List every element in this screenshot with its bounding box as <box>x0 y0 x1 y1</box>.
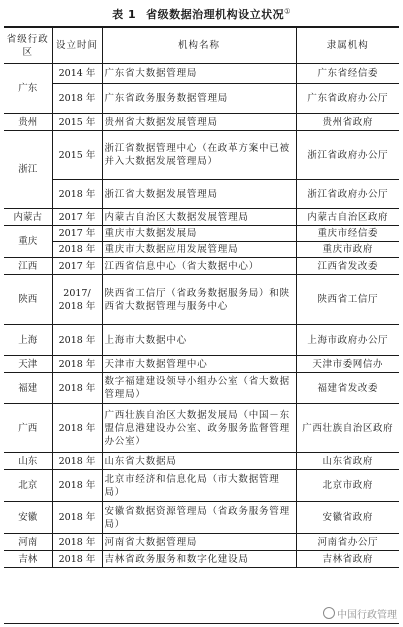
table-row <box>4 275 399 325</box>
footnote-mark: ① <box>284 7 291 16</box>
table-header-row <box>4 28 399 64</box>
table-bottom-rule <box>4 623 399 624</box>
cell-parent-org: 浙江省政府办公厅 <box>296 180 399 209</box>
cell-year: 2018 年 <box>52 242 102 258</box>
cell-year: 2018 年 <box>52 404 102 453</box>
cell-province: 广西 <box>4 404 52 453</box>
cell-org-name: 浙江省数据管理中心（在政革方案中已被并入大数据发展管理局） <box>102 131 296 180</box>
cell-parent-org: 浙江省政府办公厅 <box>296 131 399 180</box>
table-row <box>4 84 399 114</box>
cell-org-name: 陕西省工信厅（省政务数据服务局）和陕西省大数据管理与服务中心 <box>102 275 296 325</box>
cell-province: 山东 <box>4 453 52 470</box>
cell-province: 贵州 <box>4 114 52 131</box>
table-title: 省级数据治理机构设立状况 <box>146 8 285 21</box>
cell-province: 北京 <box>4 470 52 502</box>
cell-org-name: 山东省大数据局 <box>102 453 296 470</box>
cell-org-name: 河南省大数据管理局 <box>102 534 296 551</box>
cell-year: 2014 年 <box>52 64 102 84</box>
cell-year: 2018 年 <box>52 356 102 373</box>
table-row <box>4 258 399 275</box>
cell-parent-org: 安徽省政府 <box>296 502 399 534</box>
cell-year: 2015 年 <box>52 131 102 180</box>
cell-parent-org: 陕西省工信厅 <box>296 275 399 325</box>
cell-parent-org: 重庆市经信委 <box>296 226 399 242</box>
cell-province: 广东 <box>4 64 52 114</box>
cell-parent-org: 广东省经信委 <box>296 64 399 84</box>
cell-province: 安徽 <box>4 502 52 534</box>
table-row <box>4 180 399 209</box>
table-row <box>4 356 399 373</box>
cell-year: 2017/ 2018 年 <box>52 275 102 325</box>
cell-org-name: 贵州省大数据发展管理局 <box>102 114 296 131</box>
cell-parent-org: 广西壮族自治区政府 <box>296 404 399 453</box>
table-row <box>4 470 399 502</box>
cell-year: 2018 年 <box>52 84 102 114</box>
cell-parent-org: 江西省发改委 <box>296 258 399 275</box>
cell-year: 2018 年 <box>52 470 102 502</box>
cell-org-name: 安徽省数据资源管理局（省政务服务管理局） <box>102 502 296 534</box>
cell-org-name: 重庆市大数据应用发展管理局 <box>102 242 296 258</box>
cell-org-name: 北京市经济和信息化局（市大数据管理局） <box>102 470 296 502</box>
cell-province: 重庆 <box>4 226 52 258</box>
cell-year: 2018 年 <box>52 551 102 568</box>
table-row <box>4 373 399 404</box>
cell-parent-org: 内蒙古自治区政府 <box>296 209 399 226</box>
table-row <box>4 534 399 551</box>
cell-year: 2018 年 <box>52 534 102 551</box>
cell-province: 内蒙古 <box>4 209 52 226</box>
cell-parent-org: 贵州省政府 <box>296 114 399 131</box>
table-number: 表 1 <box>112 8 137 21</box>
table-row <box>4 551 399 568</box>
cell-parent-org: 广东省政府办公厅 <box>296 84 399 114</box>
cell-year: 2018 年 <box>52 373 102 404</box>
data-governance-table <box>4 27 399 568</box>
cell-year: 2018 年 <box>52 180 102 209</box>
table-row <box>4 114 399 131</box>
cell-parent-org: 重庆市政府 <box>296 242 399 258</box>
table-caption <box>0 6 403 22</box>
table-row <box>4 242 399 258</box>
cell-org-name: 浙江省大数据发展管理局 <box>102 180 296 209</box>
cell-org-name: 上海市大数据中心 <box>102 325 296 356</box>
header-province: 省级行政区 <box>4 28 52 64</box>
cell-org-name: 广东省政务服务数据管理局 <box>102 84 296 114</box>
cell-org-name: 内蒙古自治区大数据发展管理局 <box>102 209 296 226</box>
watermark-text: 中国行政管理 <box>337 610 397 621</box>
cell-province: 浙江 <box>4 131 52 209</box>
cell-province: 江西 <box>4 258 52 275</box>
source-watermark <box>321 606 399 621</box>
cell-year: 2017 年 <box>52 226 102 242</box>
header-year: 设立时间 <box>52 28 102 64</box>
cell-parent-org: 上海市政府办公厅 <box>296 325 399 356</box>
cell-parent-org: 天津市委网信办 <box>296 356 399 373</box>
cell-province: 吉林 <box>4 551 52 568</box>
cell-org-name: 广西壮族自治区大数据发展局（中国－东盟信息港建设办公室、政务服务监督管理办公室） <box>102 404 296 453</box>
cell-year: 2015 年 <box>52 114 102 131</box>
table-row <box>4 502 399 534</box>
cell-province: 陕西 <box>4 275 52 325</box>
cell-org-name: 天津市大数据管理中心 <box>102 356 296 373</box>
table-row <box>4 404 399 453</box>
cell-org-name: 重庆市大数据发展局 <box>102 226 296 242</box>
cell-parent-org: 福建省发改委 <box>296 373 399 404</box>
cell-parent-org: 山东省政府 <box>296 453 399 470</box>
cell-province: 福建 <box>4 373 52 404</box>
table-row <box>4 64 399 84</box>
table-row <box>4 209 399 226</box>
wechat-icon <box>323 607 335 619</box>
cell-year: 2017 年 <box>52 209 102 226</box>
cell-parent-org: 北京市政府 <box>296 470 399 502</box>
cell-parent-org: 河南省办公厅 <box>296 534 399 551</box>
table-body <box>4 64 399 568</box>
table-row <box>4 325 399 356</box>
cell-year: 2018 年 <box>52 502 102 534</box>
cell-org-name: 广东省大数据管理局 <box>102 64 296 84</box>
cell-org-name: 江西省信息中心（省大数据中心） <box>102 258 296 275</box>
cell-year: 2017 年 <box>52 258 102 275</box>
cell-org-name: 数字福建建设领导小组办公室（省大数据管理局） <box>102 373 296 404</box>
cell-year: 2018 年 <box>52 325 102 356</box>
header-org: 机构名称 <box>102 28 296 64</box>
table-row <box>4 226 399 242</box>
table-row <box>4 131 399 180</box>
table-row <box>4 453 399 470</box>
cell-province: 河南 <box>4 534 52 551</box>
cell-year: 2018 年 <box>52 453 102 470</box>
header-parent: 隶属机构 <box>296 28 399 64</box>
cell-province: 上海 <box>4 325 52 356</box>
cell-parent-org: 吉林省政府 <box>296 551 399 568</box>
cell-province: 天津 <box>4 356 52 373</box>
cell-org-name: 吉林省政务服务和数字化建设局 <box>102 551 296 568</box>
